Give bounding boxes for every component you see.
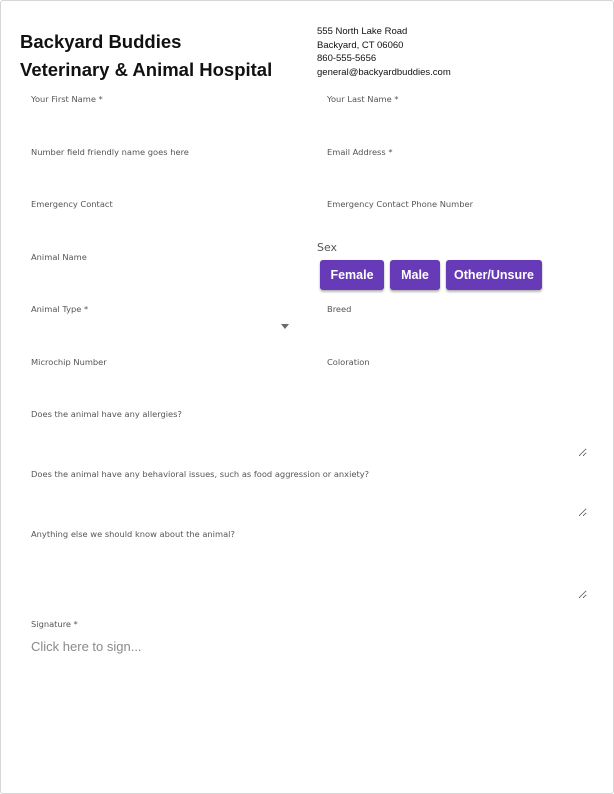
emergency-phone-field[interactable] [327, 199, 587, 233]
first-name-label: Your First Name * [31, 94, 103, 104]
clinic-name-line1: Backyard Buddies [20, 31, 182, 52]
animal-name-input[interactable] [31, 264, 291, 286]
number-field[interactable] [31, 147, 291, 181]
caret-down-icon[interactable] [281, 324, 289, 329]
signature-pad[interactable] [31, 637, 591, 697]
animal-name-label: Animal Name [31, 252, 87, 262]
animal-type-select[interactable] [31, 304, 289, 338]
email-field[interactable] [327, 147, 587, 181]
microchip-field[interactable] [31, 357, 291, 391]
clinic-contact-info [317, 25, 451, 80]
clinic-name [20, 28, 272, 84]
last-name-input[interactable] [327, 106, 587, 128]
number-field-input[interactable] [31, 159, 291, 181]
breed-field[interactable] [327, 304, 587, 338]
anything-else-label: Anything else we should know about the animal? [31, 529, 235, 539]
signature-placeholder: Click here to sign... [31, 639, 142, 654]
allergies-textarea[interactable] [31, 421, 587, 457]
breed-label: Breed [327, 304, 352, 314]
signature-label: Signature * [31, 619, 78, 629]
email-input[interactable] [327, 159, 587, 181]
anything-else-field[interactable] [31, 529, 587, 599]
clinic-email: general@backyardbuddies.com [317, 67, 451, 79]
first-name-input[interactable] [31, 106, 291, 128]
sex-female-button[interactable]: Female [320, 260, 384, 290]
number-field-label: Number field friendly name goes here [31, 147, 189, 157]
clinic-phone: 860-555-5656 [317, 53, 377, 65]
emergency-phone-label: Emergency Contact Phone Number [327, 199, 474, 209]
microchip-label: Microchip Number [31, 357, 107, 367]
sex-other-button[interactable]: Other/Unsure [446, 260, 542, 290]
clinic-address-line2: Backyard, CT 06060 [317, 39, 404, 51]
breed-input[interactable] [327, 316, 587, 338]
emergency-contact-field[interactable] [31, 199, 291, 233]
sex-label: Sex [317, 241, 338, 254]
animal-name-field[interactable] [31, 252, 291, 286]
coloration-label: Coloration [327, 357, 370, 367]
sex-male-button[interactable]: Male [390, 260, 440, 290]
coloration-field[interactable] [327, 357, 587, 391]
coloration-input[interactable] [327, 369, 587, 391]
emergency-phone-input[interactable] [327, 211, 587, 233]
emergency-contact-label: Emergency Contact [31, 199, 113, 209]
last-name-label: Your Last Name * [327, 94, 399, 104]
anything-else-textarea[interactable] [31, 541, 587, 599]
behavior-textarea[interactable] [31, 481, 587, 517]
allergies-label: Does the animal have any allergies? [31, 409, 182, 419]
last-name-field[interactable] [327, 94, 587, 128]
first-name-field[interactable] [31, 94, 291, 128]
email-label: Email Address * [327, 147, 393, 157]
microchip-input[interactable] [31, 369, 291, 391]
clinic-name-line2: Veterinary & Animal Hospital [20, 59, 273, 80]
animal-type-label: Animal Type * [31, 304, 89, 314]
emergency-contact-input[interactable] [31, 211, 291, 233]
behavior-field[interactable] [31, 469, 587, 517]
behavior-label: Does the animal have any behavioral issues, such as food aggression or anxiety? [31, 469, 370, 479]
clinic-address-line1: 555 North Lake Road [317, 26, 408, 37]
allergies-field[interactable] [31, 409, 587, 457]
